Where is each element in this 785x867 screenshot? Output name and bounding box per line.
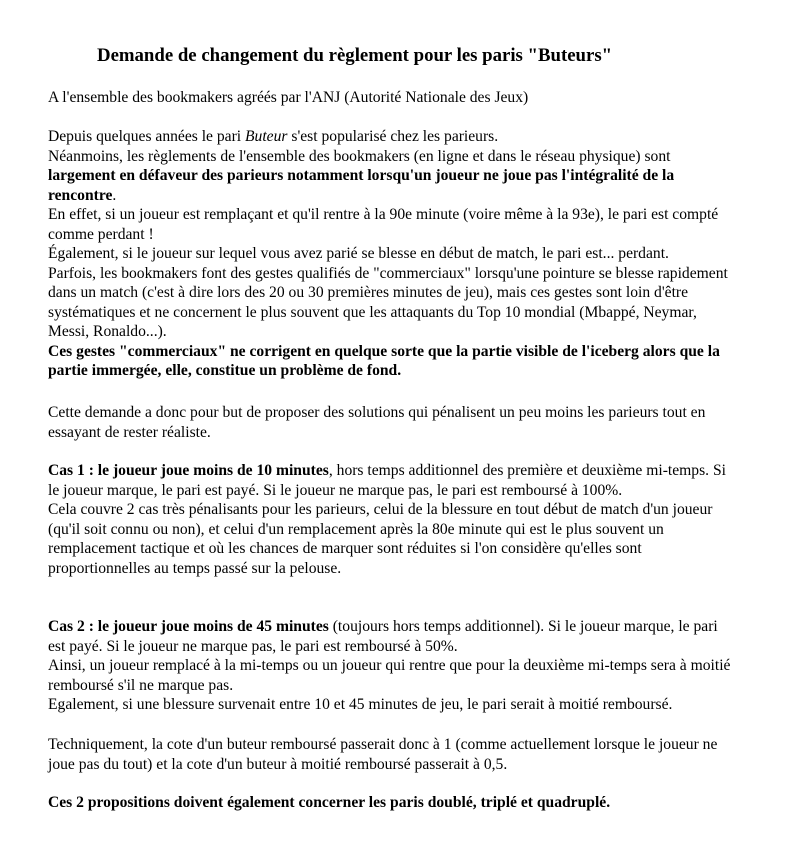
- case2-detail-1: Ainsi, un joueur remplacé à la mi-temps ou un joueur qui rentre que pour la deuxième mi-temps sera à moitié remboursé s'il ne marque pas.: [48, 657, 731, 694]
- document-title: Demande de changement du règlement pour les paris "Buteurs": [97, 45, 613, 66]
- intro-line-1a: Depuis quelques années le pari: [48, 128, 246, 145]
- case2-paragraph: [48, 617, 738, 715]
- intro-line-6: Parfois, les bookmakers font des gestes qualifiés de "commerciaux" lorsqu'une pointure se blesse rapidement dans un match (c'est à dire lors des 20 ou 30 premières minutes de jeu), mais ces gestes sont loin d'être systématiques et ne concernent le plus souvent que les attaquants du Top 10 mondial (Mbappé, Neymar, Messi, Ronaldo...).: [48, 264, 728, 340]
- case1-rest: , hors temps additionnel des première et deuxième mi-temps. Si le joueur marque, le pari est payé. Si le joueur ne marque pas, le pari est remboursé à 100%.: [48, 462, 726, 499]
- intro-line-3-bold: largement en défaveur des parieurs notamment lorsqu'un joueur ne joue pas l'intégralité de la rencontre: [48, 167, 675, 204]
- intro-buteur-italic: Buteur: [245, 128, 288, 145]
- intro-line-5: Également, si le joueur sur lequel vous avez parié se blesse en début de match, le pari est... perdant.: [48, 245, 669, 262]
- case2-detail-2: Egalement, si une blessure survenait entre 10 et 45 minutes de jeu, le pari serait à moitié remboursé.: [48, 696, 673, 713]
- address-line: A l'ensemble des bookmakers agréés par l'ANJ (Autorité Nationale des Jeux): [48, 89, 529, 106]
- intro-line-4: En effet, si un joueur est remplaçant et qu'il rentre à la 90e minute (voire même à la 93e), le pari est compté comme perdant !: [48, 206, 719, 243]
- case1-detail: Cela couvre 2 cas très pénalisants pour les parieurs, celui de la blessure en tout début de match d'un joueur (qu'il soit connu ou non), et celui d'un remplacement après la 80e minute qui est le plus souvent un remplacement tactique et où les chances de marquer sont réduites si l'on considère qu'elles sont proportionnelles au temps passé sur la pelouse.: [48, 501, 713, 577]
- intro-line-7-bold: Ces gestes "commerciaux" ne corrigent en quelque sorte que la partie visible de l'iceberg alors que la partie immergée, elle, constitue un problème de fond.: [48, 342, 720, 379]
- intro-line-1c: s'est popularisé chez les parieurs.: [287, 128, 499, 145]
- intro-line-2: Néanmoins, les règlements de l'ensemble des bookmakers (en ligne et dans le réseau physique) sont: [48, 147, 671, 165]
- purpose-paragraph: Cette demande a donc pour but de proposer des solutions qui pénalisent un peu moins les parieurs tout en essayant de rester réaliste.: [48, 404, 706, 441]
- case2-rest: (toujours hors temps additionnel). Si le joueur marque, le pari est payé. Si le joueur ne marque pas, le pari est remboursé à 50%.: [48, 618, 718, 655]
- case2-heading: Cas 2 : le joueur joue moins de 45 minutes: [48, 618, 329, 635]
- case1-heading: Cas 1 : le joueur joue moins de 10 minutes: [48, 462, 329, 479]
- technical-paragraph: Techniquement, la cote d'un buteur remboursé passerait donc à 1 (comme actuellement lorsque le joueur ne joue pas du tout) et la cote d'un buteur à moitié remboursé passerait à 0,5.: [48, 736, 718, 773]
- intro-line-3-end: .: [112, 186, 117, 204]
- intro-paragraph: [48, 127, 738, 381]
- closing-bold: Ces 2 propositions doivent également concerner les paris doublé, triplé et quadruplé.: [48, 794, 611, 811]
- closing-paragraph: [48, 793, 738, 813]
- case1-paragraph: [48, 461, 738, 578]
